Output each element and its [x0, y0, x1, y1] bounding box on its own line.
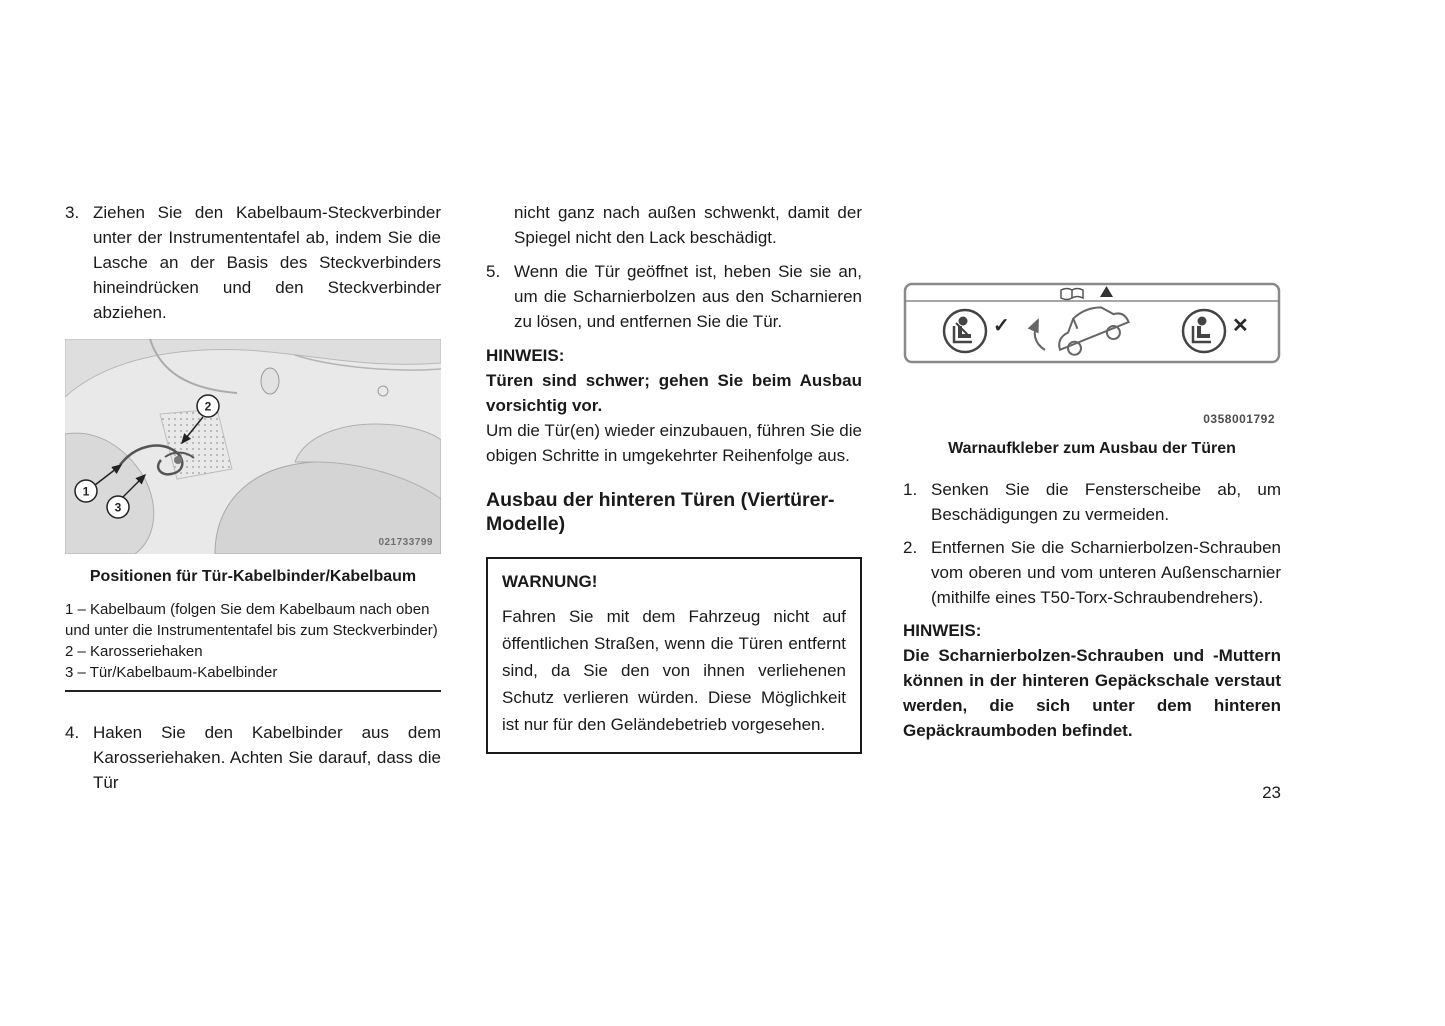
step-number: 2.	[903, 538, 918, 557]
step-text: Entfernen Sie die Scharnierbolzen-Schrauben vom oberen und vom unteren Außenscharnier (mithilfe eines T50-Torx-Schraubendrehers).	[931, 538, 1281, 607]
step-text: Haken Sie den Kabelbinder aus dem Karosseriehaken. Achten Sie darauf, dass die Tür	[93, 723, 441, 792]
step-number: 1.	[903, 480, 918, 499]
step4-continuation: nicht ganz nach außen schwenkt, damit der Spiegel nicht den Lack beschädigt.	[514, 203, 862, 247]
divider-rule	[65, 690, 441, 692]
list-item-step5	[486, 259, 862, 334]
note-block	[486, 343, 862, 468]
callout-1-icon	[75, 480, 97, 502]
legend-item-3: 3 – Tür/Kabelbaum-Kabelbinder	[65, 664, 278, 681]
callout-3-icon	[107, 496, 129, 518]
door-wiring-illustration	[65, 339, 441, 554]
x-icon: ✕	[1232, 315, 1249, 337]
svg-text:1: 1	[82, 484, 90, 499]
legend-item-1: 1 – Kabelbaum (folgen Sie dem Kabelbaum nach oben und unter die Instrumententafel bis zum Steckverbinder)	[65, 601, 438, 639]
note-label: HINWEIS:	[486, 346, 565, 365]
warning-text: Fahren Sie mit dem Fahrzeug nicht auf öffentlichen Straßen, wenn die Türen entfernt sind, da Sie den von ihnen verliehenen Schutz verlieren würden. Diese Möglichkeit ist nur für den Geländebetrieb vorgesehen.	[502, 607, 846, 734]
step-number: 5.	[486, 262, 501, 281]
column-middle	[486, 200, 862, 754]
note-bold-text: Türen sind schwer; gehen Sie beim Ausbau vorsichtig vor.	[486, 371, 862, 415]
step-number: 3.	[65, 203, 80, 222]
step-text: Senken Sie die Fensterscheibe ab, um Beschädigungen zu vermeiden.	[931, 480, 1281, 524]
note-label: HINWEIS:	[903, 621, 982, 640]
figure-id: 0358001792	[1203, 412, 1275, 426]
door-removal-warning-label	[903, 282, 1281, 364]
list-item-step4	[65, 720, 441, 795]
svg-text:3: 3	[114, 500, 122, 515]
list-item-step2	[903, 535, 1281, 610]
list-item-step1	[903, 477, 1281, 527]
legend-item-2: 2 – Karosseriehaken	[65, 643, 203, 660]
step-text: Wenn die Tür geöffnet ist, heben Sie sie an, um die Scharnierbolzen aus den Scharnieren zu lösen, und entfernen Sie die Tür.	[514, 262, 862, 331]
check-icon: ✓	[993, 315, 1010, 337]
column-left	[65, 200, 441, 795]
svg-text:2: 2	[204, 399, 212, 414]
page-number: 23	[1262, 783, 1281, 802]
section-heading: Ausbau der hinteren Türen (Viertürer-Modelle)	[486, 489, 835, 535]
step-number: 4.	[65, 723, 80, 742]
figure-caption: Positionen für Tür-Kabelbinder/Kabelbaum	[89, 568, 417, 585]
window-crank-icon	[261, 368, 279, 394]
figure-id: 021733799	[378, 537, 433, 548]
list-item-step3	[65, 200, 441, 325]
callout-2-icon	[197, 395, 219, 417]
figure-caption: Warnaufkleber zum Ausbau der Türen	[948, 440, 1236, 457]
step-text: Ziehen Sie den Kabelbaum-Steckverbinder unter der Instrumententafel ab, indem Sie die Lasche an der Basis des Steckverbinders hineindrücken und den Steckverbinder abziehen.	[93, 203, 441, 322]
note-block	[903, 618, 1281, 743]
column-right	[903, 282, 1281, 743]
warning-title: WARNUNG!	[502, 572, 598, 591]
note-text: Um die Tür(en) wieder einzubauen, führen Sie die obigen Schritte in umgekehrter Reihenfolge aus.	[486, 421, 862, 465]
warning-box	[486, 557, 862, 754]
figure-legend	[65, 599, 441, 683]
note-bold-text: Die Scharnierbolzen-Schrauben und -Muttern können in der hinteren Gepäckschale verstaut werden, die sich unter dem hinteren Gepäckraumboden befindet.	[903, 646, 1281, 740]
body-hook	[174, 456, 182, 464]
